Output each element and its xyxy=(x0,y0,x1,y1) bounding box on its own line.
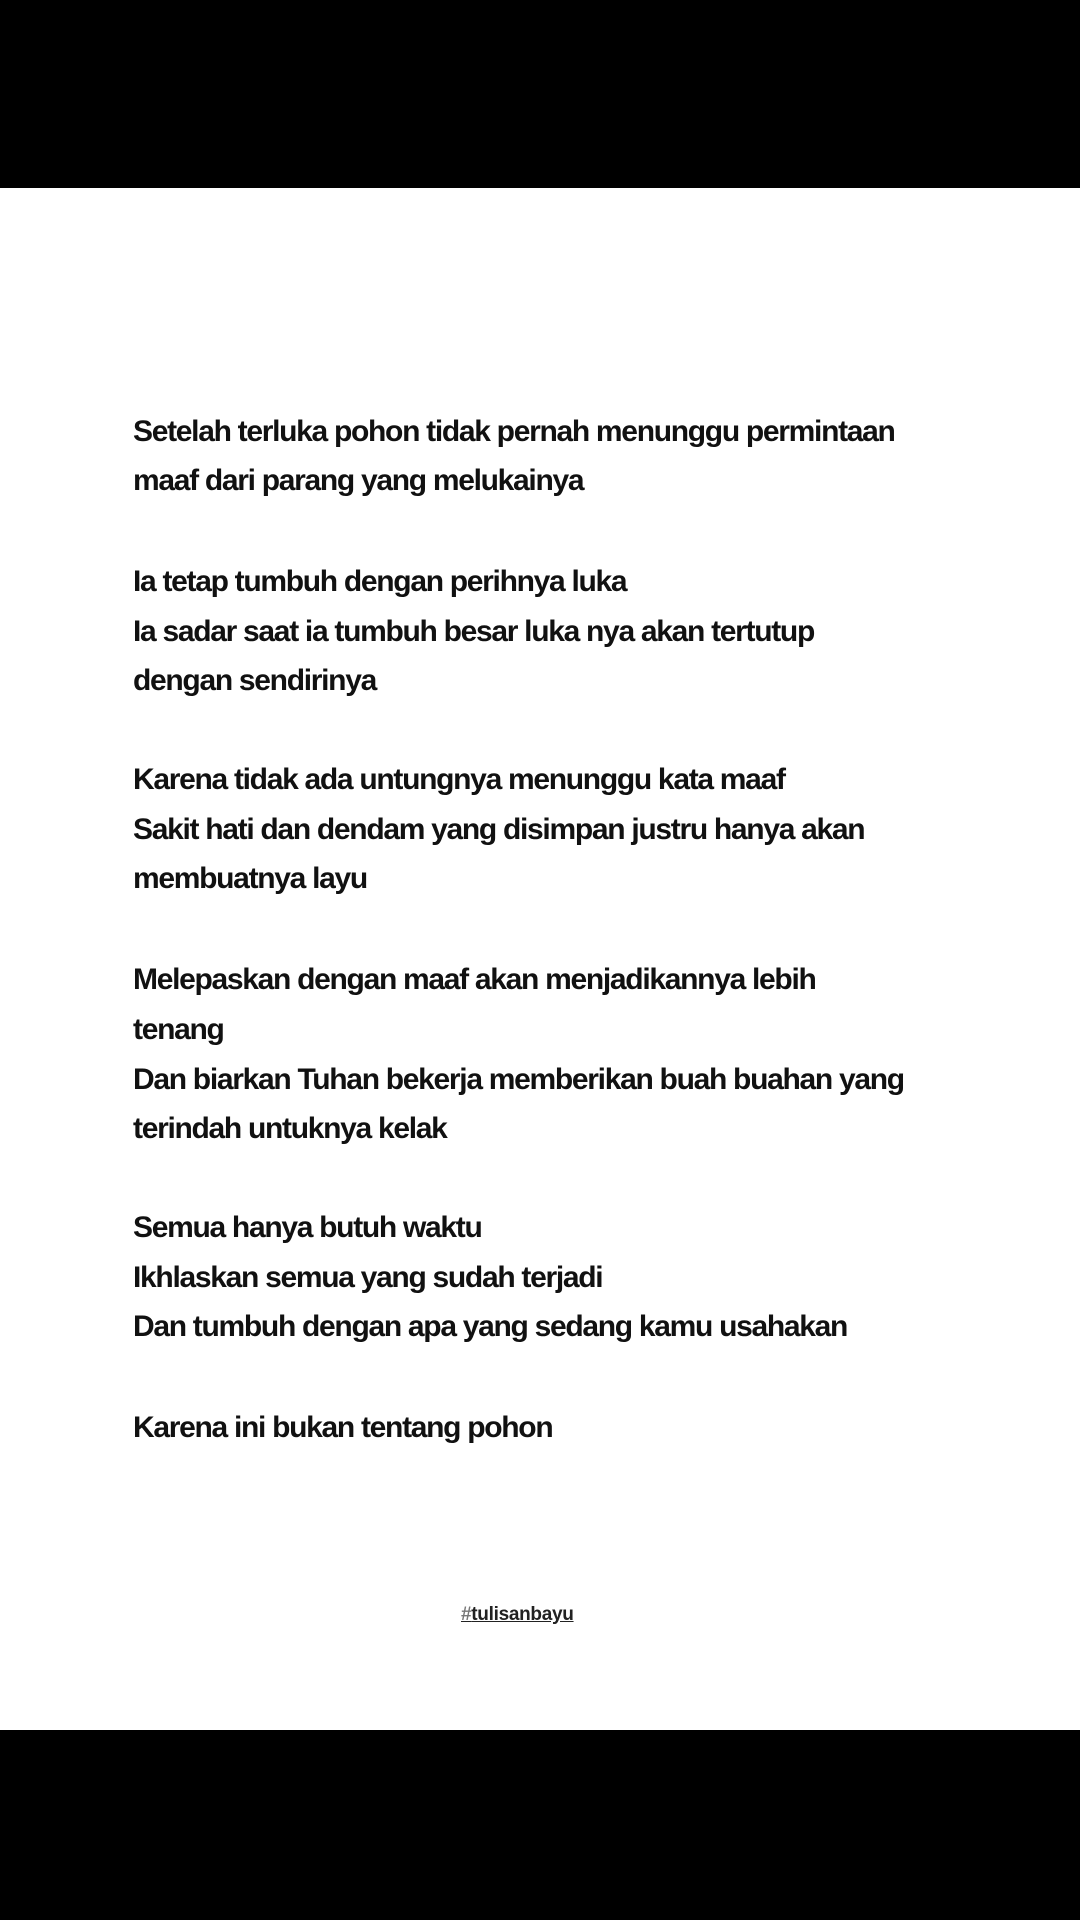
hashtag-handle: tulisanbayu xyxy=(471,1604,574,1625)
poem-line: membuatnya layu xyxy=(133,862,367,895)
poem-line: Semua hanya butuh waktu xyxy=(133,1211,482,1244)
poem-line: tenang xyxy=(133,1013,224,1046)
poem-line: Karena ini bukan tentang pohon xyxy=(133,1411,553,1444)
poem-line: Ia sadar saat ia tumbuh besar luka nya akan tertutup xyxy=(133,615,814,648)
hash-symbol: # xyxy=(461,1604,472,1625)
poem-line: Melepaskan dengan maaf akan menjadikannya lebih xyxy=(133,963,816,996)
poem-line: Dan tumbuh dengan apa yang sedang kamu usahakan xyxy=(133,1310,848,1343)
author-hashtag[interactable] xyxy=(461,1604,574,1626)
poem-line: Sakit hati dan dendam yang disimpan justru hanya akan xyxy=(133,813,865,846)
poem-line: terindah untuknya kelak xyxy=(133,1112,447,1145)
poem-line: Ia tetap tumbuh dengan perihnya luka xyxy=(133,565,627,598)
poem-line: Karena tidak ada untungnya menunggu kata maaf xyxy=(133,763,785,796)
poem-line: Dan biarkan Tuhan bekerja memberikan buah buahan yang xyxy=(133,1063,904,1096)
poem-line: maaf dari parang yang melukainya xyxy=(133,464,584,497)
poem-line: dengan sendirinya xyxy=(133,664,376,697)
poem-line: Ikhlaskan semua yang sudah terjadi xyxy=(133,1261,603,1294)
poem-line: Setelah terluka pohon tidak pernah menunggu permintaan xyxy=(133,415,895,448)
